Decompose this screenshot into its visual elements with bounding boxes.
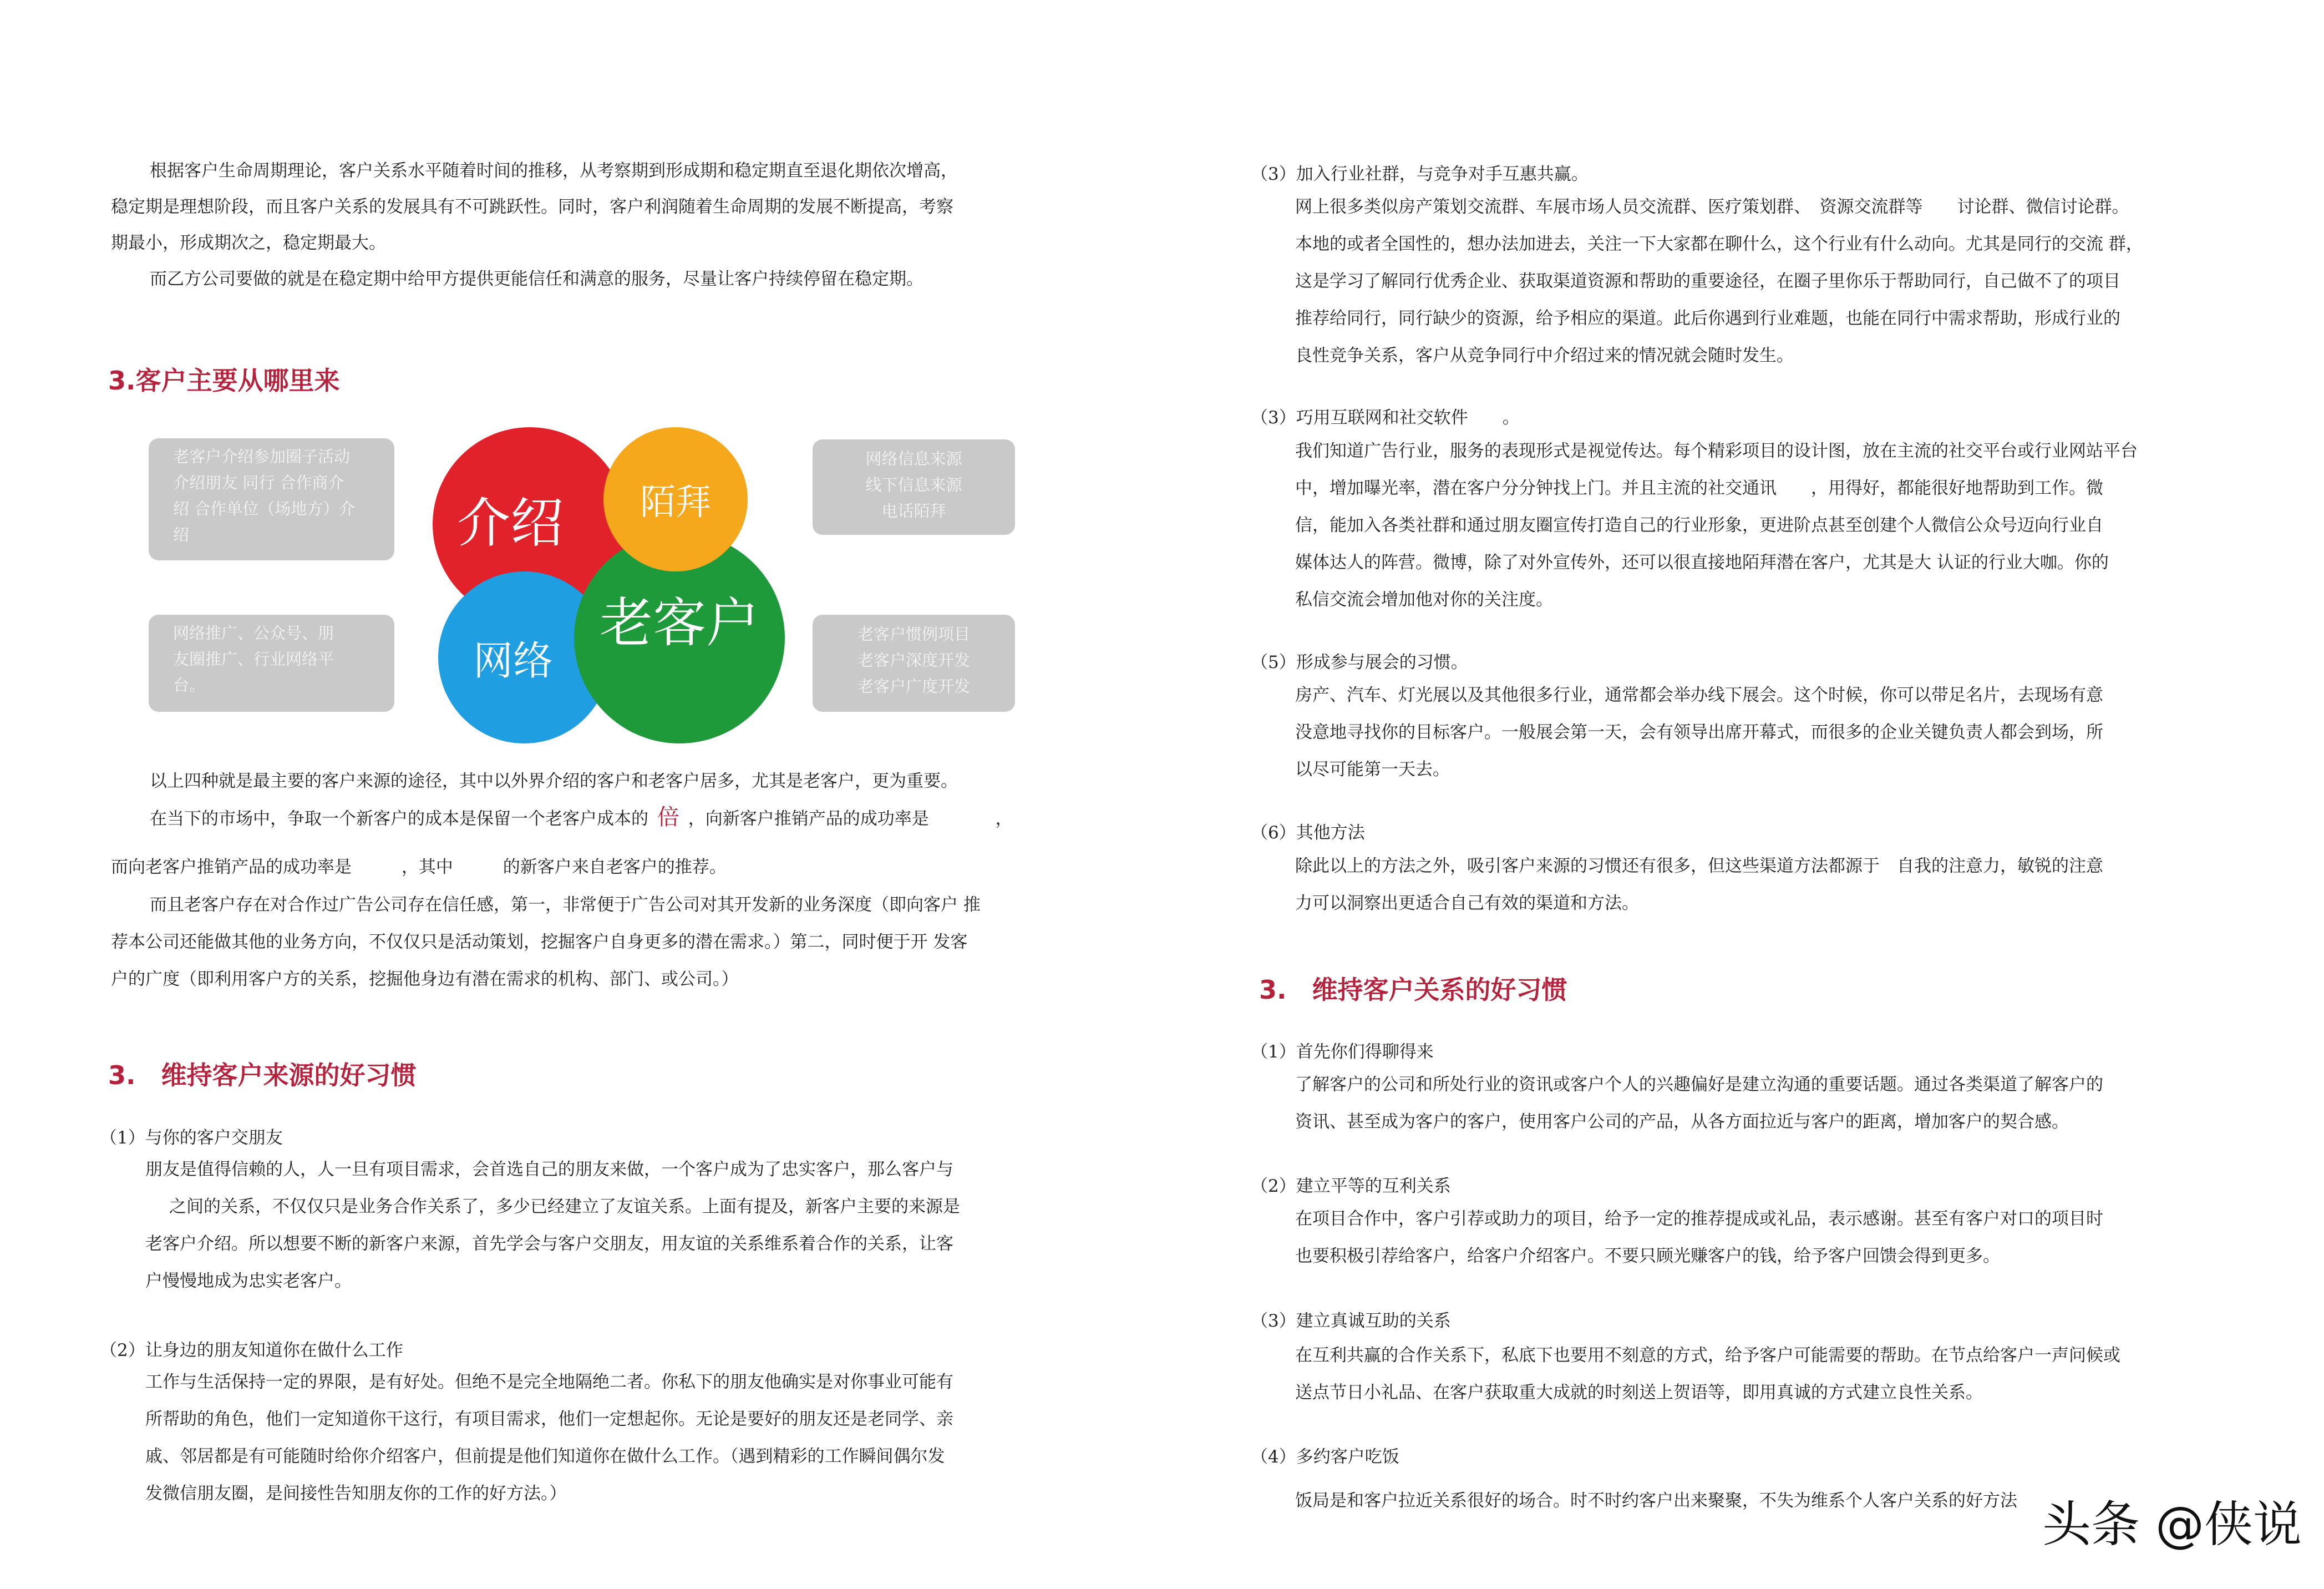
box-line: 网络推广、公众号、朋 (173, 624, 334, 642)
r3-line-1: 在互利共赢的合作关系下，私底下也要用不刻意的方式，给予客户可能需要的帮助。在节点给客户一声问候或 (1295, 1345, 2120, 1365)
para2-line-3 (111, 849, 727, 886)
section-title-keep-sources: 3. 维持客户来源的好习惯 (108, 1060, 417, 1090)
item4-line-4: 媒体达人的阵营。微博，除了对外宣传外，还可以很直接地陌拜潜在客户，尤其是大 认证的行业大咖。你的 (1295, 553, 2109, 573)
section-title-sources: 3.客户主要从哪里来 (108, 366, 340, 396)
box-line: 台。 (173, 676, 206, 695)
item1-title: （1）与你的客户交朋友 (100, 1128, 283, 1148)
circle-cold-call (603, 427, 748, 571)
intro-line-2: 稳定期是理想阶段，而且客户关系的发展具有不可跳跃性。同时，客户利润随着生命周期的发展不断提高，考察 (111, 197, 953, 217)
r3-line-2: 送点节日小礼品、在客户获取重大成就的时刻送上贺语等，即用真诚的方式建立良性关系。 (1295, 1383, 1983, 1403)
box-line: 绍 (173, 525, 190, 544)
section-title-keep-relations: 3. 维持客户关系的好习惯 (1259, 975, 1567, 1005)
r1-line-1: 了解客户的公司和所处行业的资讯或客户个人的兴趣偏好是建立沟通的重要话题。通过各类渠道了解客户的 (1295, 1075, 2103, 1095)
r2-line-1: 在项目合作中，客户引荐或助力的项目，给予一定的推荐提成或礼品，表示感谢。甚至有客户对口的项目时 (1295, 1209, 2103, 1229)
text-span: 而向老客户推销产品的成功率是 (111, 857, 352, 877)
box-line: 老客户广度开发 (857, 677, 970, 696)
circle-old-client-label: 老客户 (600, 591, 759, 654)
right-page (1162, 0, 2324, 1589)
text-span: ， (995, 809, 1013, 829)
r3-title: （3）建立真诚互助的关系 (1251, 1311, 1451, 1331)
text-span: ，向新客户推销产品的成功率是 (688, 809, 929, 829)
box-line: 绍 合作单位（场地方）介 (173, 499, 356, 518)
r1-title: （1）首先你们得聊得来 (1251, 1042, 1434, 1062)
box-line: 介绍朋友 同行 合作商介 (173, 473, 344, 492)
r2-title: （2）建立平等的互利关系 (1251, 1176, 1451, 1196)
r1-line-2: 资讯、甚至成为客户的客户，使用客户公司的产品，从各方面拉近与客户的距离，增加客户的契合感。 (1295, 1112, 2069, 1132)
item5-line-1: 房产、汽车、灯光展以及其他很多行业，通常都会举办线下展会。这个时候，你可以带足名片，去现场有意 (1295, 685, 2103, 705)
para2-line-4: 而且老客户存在对合作过广告公司存在信任感，第一，非常便于广告公司对其开发新的业务深度（即向客户 推 (150, 895, 981, 915)
item4-line-3: 信，能加入各类社群和通过朋友圈宣传打造自己的行业形象，更进阶点甚至创建个人微信公众号迈向行业自 (1295, 515, 2103, 535)
box-online-sources (149, 615, 394, 712)
item6-title: （6）其他方法 (1251, 823, 1365, 843)
circle-cold-call-label: 陌拜 (640, 482, 711, 523)
item3-line-2: 本地的或者全国性的，想办法加进去，关注一下大家都在聊什么，这个行业有什么动向。尤其是同行的交流 群， (1295, 234, 2143, 254)
item1-line-3: 老客户介绍。所以想要不断的新客户来源，首先学会与客户交朋友，用友谊的关系维系着合作的关系，让客 (145, 1234, 953, 1254)
item2-title: （2）让身边的朋友知道你在做什么工作 (100, 1340, 403, 1360)
box-line: 老客户介绍参加圈子活动 (173, 447, 351, 466)
box-line: 老客户惯例项目 (857, 625, 970, 644)
item5-title: （5）形成参与展会的习惯。 (1251, 652, 1468, 672)
item6-line-1: 除此以上的方法之外，吸引客户来源的习惯还有很多，但这些渠道方法都源于 自我的注意力，敏锐的注意 (1295, 856, 2103, 876)
circle-online-label: 网络 (473, 637, 553, 684)
item4-line-2: 中，增加曝光率，潜在客户分分钟找上门。并且主流的社交通讯 ，用得好，都能很好地帮助到工作。微 (1295, 478, 2103, 498)
intro-line-1: 根据客户生命周期理论，客户关系水平随着时间的推移，从考察期到形成期和稳定期直至退化期依次增高， (150, 161, 958, 181)
item3-line-3: 这是学习了解同行优秀企业、获取渠道资源和帮助的重要途径，在圈子里你乐于帮助同行，自己做不了的项目 (1295, 271, 2120, 291)
watermark-logo: 头条 @侠说 (2042, 1496, 2302, 1553)
item4-line-1: 我们知道广告行业，服务的表现形式是视觉传达。每个精彩项目的设计图，放在主流的社交平台或行业网站平台 (1295, 441, 2138, 461)
item4-title: （3）巧用互联网和社交软件 。 (1251, 408, 1520, 428)
r4-title: （4）多约客户吃饭 (1251, 1447, 1399, 1467)
item1-line-2: 之间的关系，不仅仅只是业务合作关系了，多少已经建立了友谊关系。上面有提及，新客户主要的来源是 (169, 1197, 960, 1217)
box-line: 线下信息来源 (865, 475, 962, 494)
item5-line-2: 没意地寻找你的目标客户。一般展会第一天，会有领导出席开幕式，而很多的企业关键负责人都会到场，所 (1295, 722, 2103, 742)
para2-line-6: 户的广度（即利用客户方的关系，挖掘他身边有潜在需求的机构、部门、或公司。） (111, 969, 739, 989)
para2-line-2 (150, 799, 1013, 838)
box-line: 老客户深度开发 (857, 651, 970, 670)
box-line: 网络信息来源 (865, 449, 962, 468)
item2-line-2: 所帮助的角色，他们一定知道你干这行，有项目需求，他们一定想起你。无论是要好的朋友还是老同学、亲 (145, 1409, 953, 1429)
item2-line-3: 戚、邻居都是有可能随时给你介绍客户，但前提是他们知道你在做什么工作。（遇到精彩的工作瞬间偶尔发 (145, 1446, 945, 1466)
para2-line-5: 荐本公司还能做其他的业务方向，不仅仅只是活动策划，挖掘客户自身更多的潜在需求。）第二，同时便于开 发客 (111, 932, 968, 952)
text-span: 在当下的市场中，争取一个新客户的成本是保留一个老客户成本的 (150, 809, 648, 829)
box-line: 电话陌拜 (881, 502, 946, 520)
box-cold-call-sources (813, 439, 1015, 535)
box-referral-sources (149, 438, 394, 560)
text-span-highlight: 倍 (657, 804, 679, 830)
circle-referral-label: 介绍 (457, 492, 564, 554)
intro-line-3: 期最小，形成期次之，稳定期最大。 (111, 233, 386, 253)
box-line: 友圈推广、行业网络平 (173, 650, 334, 669)
r2-line-2: 也要积极引荐给客户，给客户介绍客户。不要只顾光赚客户的钱，给予客户回馈会得到更多。 (1295, 1246, 2000, 1266)
item1-line-1: 朋友是值得信赖的人，人一旦有项目需求，会首选自己的朋友来做，一个客户成为了忠实客户，那么客户与 (145, 1160, 953, 1180)
item6-line-2: 力可以洞察出更适合自己有效的渠道和方法。 (1295, 893, 1639, 913)
item5-line-3: 以尽可能第一天去。 (1295, 760, 1450, 780)
item4-line-5: 私信交流会增加他对你的关注度。 (1295, 590, 1553, 610)
para2-line-1: 以上四种就是最主要的客户来源的途径，其中以外界介绍的客户和老客户居多，尤其是老客户，更为重要。 (150, 771, 958, 791)
text-span: ，其中 (401, 857, 453, 877)
r4-line-1: 饭局是和客户拉近关系很好的场合。时不时约客户出来聚聚，不失为维系个人客户关系的好方法 (1295, 1491, 2017, 1511)
item3-title: （3）加入行业社群，与竞争对手互惠共赢。 (1251, 164, 1589, 184)
item3-line-5: 良性竞争关系，客户从竞争同行中介绍过来的情况就会随时发生。 (1295, 346, 1794, 366)
item1-line-4: 户慢慢地成为忠实老客户。 (145, 1271, 352, 1291)
box-old-client-sources (813, 615, 1015, 712)
item2-line-1: 工作与生活保持一定的界限，是有好处。但绝不是完全地隔绝二者。你私下的朋友他确实是对你事业可能有 (145, 1372, 953, 1392)
item3-line-4: 推荐给同行，同行缺少的资源，给予相应的渠道。此后你遇到行业难题，也能在同行中需求帮助，形成行业的 (1295, 308, 2120, 328)
text-span: 的新客户来自老客户的推荐。 (503, 857, 727, 877)
item3-line-1: 网上很多类似房产策划交流群、车展市场人员交流群、医疗策划群、 资源交流群等 讨论群、微信讨论群。 (1295, 197, 2129, 217)
intro-line-4: 而乙方公司要做的就是在稳定期中给甲方提供更能信任和满意的服务，尽量让客户持续停留在稳定期。 (150, 269, 923, 289)
item2-line-4: 发微信朋友圈，是间接性告知朋友你的工作的好方法。） (145, 1484, 567, 1504)
